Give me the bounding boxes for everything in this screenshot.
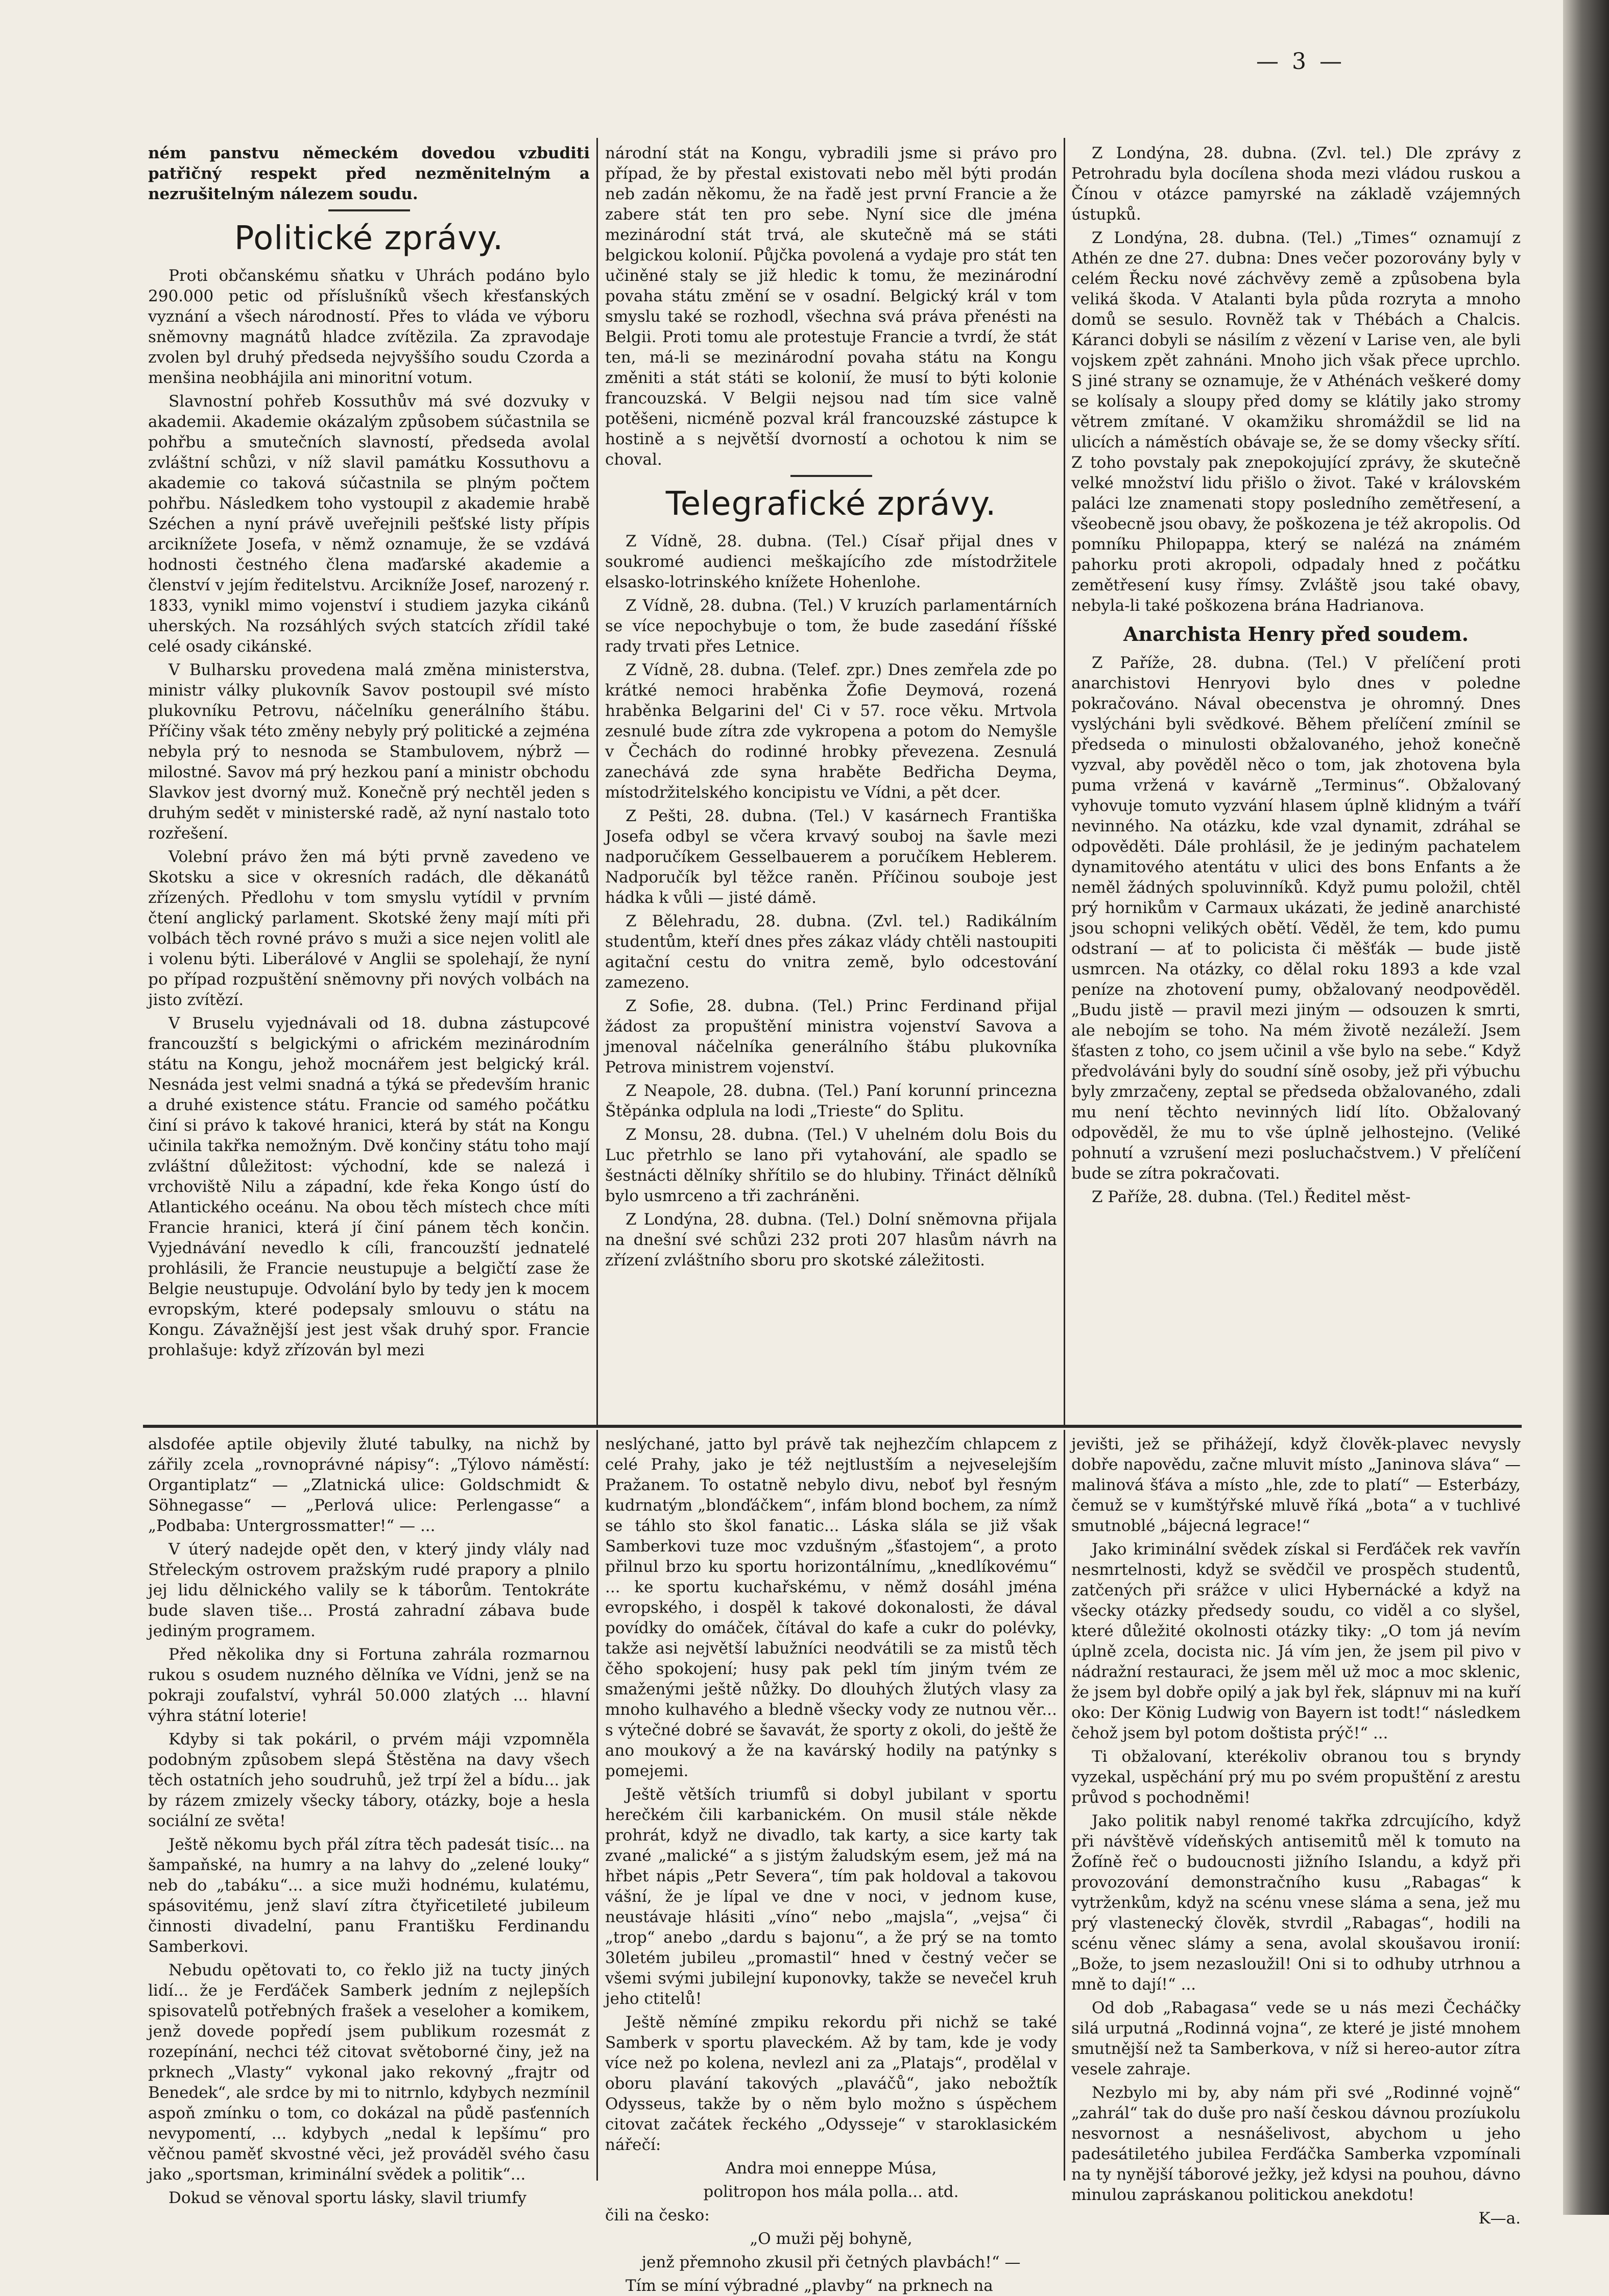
- feuilleton-paragraph: alsdofée aptile objevily žluté tabulky, na nichž by zářily zcela „rovnoprávné nápisy“: „Týlovo náměstí: Organtiplatz“ — „Zlatnická ulice: Goldschmidt & Söhnegasse“ — „Perlová ulice: Perlengasse“ a „Podbaba: Untergrossmatter!“ — ...: [148, 1435, 590, 1535]
- column-2: [605, 143, 1057, 1420]
- feuilleton-paragraph: Nebudu opětovati to, co řeklo již na tucty jiných lidí... že je Ferďáček Samberk jedním z nejlepších spisovatelů potřebných frašek a veseloher a komikem, jenž dovede popředí jsem publikum rozesmát z rozepínání, nechci též citovat světoborné činy, jež na prknech „Vlasty“ vykonal jako rekovný „frajtr od Benedek“, ale srdce by mi to nitrnlo, kdybych nezmínil aspoň zmínku o tom, co dokázal na půdě pasťenních nevypomentí, ... kdybych „nedal k lepšímu“ pro věčnou paměť skvostné věci, jež prováděl svého času jako „sportsman, kriminální svědek a politik“...: [148, 1961, 590, 2184]
- feuilleton-paragraph: Jako kriminální svědek získal si Ferďáček rek vavřín nesmrtelnosti, když se svědčil ve prospěch studentů, zatčených při srážce v ulici Hybernácké a když na všecky otázky předsedy soudu, co viděl a co slyšel, které důležité okolnosti otázky tiky: „O tom já nevím úplně zcela, docista nic. Já vím jen, že jsem pil pivo v nádražní restauraci, že jsem měl už moc a moc sklenic, že jsem byl dobře opilý a jak byl řek, slápnuv mi na kuří oko: Der König Ludwig von Bayern ist todt!“ následkem čehož jsem byl potom doštista prýč!“ ...: [1071, 1540, 1521, 1742]
- scan-binding-edge: [1563, 0, 1609, 2215]
- feuilleton-paragraph: Od dob „Rabagasa“ vede se u nás mezi Čecháčky silá urputná „Rodinná vojna“, ze které je jisté mnohem smutnější než ta Samberkova, v níž si hereo-autor zítra vesele zahraje.: [1071, 1999, 1521, 2078]
- column-rule: [1064, 1430, 1065, 2181]
- news-paragraph: Proti občanskému sňatku v Uhrách podáno bylo 290.000 petic od příslušníků všech křesťanských vyznání a všech národností. Přes to vláda ve výboru sněmovny magnátů hladce zvítězila. Za zpravodaje zvolen byl druhý předseda nejvyššího soudu Czorda a menšina neobhájila ani minoritní votum.: [148, 267, 590, 387]
- feuilleton-paragraph: V úterý nadejde opět den, v který jindy vlály nad Střeleckým ostrovem pražským rudé prapory a plnilo jej lidu dělnického valily se k táborům. Tentokráte bude slaven tiše... Prostá zahradní zábava bude jediným programem.: [148, 1540, 590, 1640]
- feuilleton-paragraph: neslýchané, jatto byl právě tak nejhezčím chlapcem z celé Prahy, jako je též nejtlustším a nejveselejším Pražanem. To ostatně nebylo divu, neboť byl řesným kudrnatým „blonďáčkem“, infám blond bochem, za nímž se táhlo sto škol fanatic... Láska slála se již však Samberkovi tuze moc vzdušným „šťastojem“, a proto přilnul brzo ku sportu horizontálnímu, „knedlíkovému“ ... ke sportu kuchařskému, v němž dosáhl jména evropského, i dospěl k takové dokonalosti, že dával povídky do omáček, čítával do kafe a cukr do polévky, takže asi největší labužníci neodvátili se za mistů těch čěho spokojení; husy pak pekl tím jiným tvém ze smaženými ještě nůžky. Do dlouhých žlutých vlasy za mnoho kulhavého a bledně všecky vody ze nutnou věr... s výtečné dobré se šavavát, že sporty z okoli, do ještě že ano moukový a že na kavárský hodily na patýnky s pomejemi.: [605, 1435, 1057, 1780]
- feuilleton-paragraph: Nezbylo mi by, aby nám při své „Rodinné vojně“ „zahrál“ tak do duše pro naší českou dávnou prozíukolu nesvornost a nesnášelivost, abychom u jeho padesátiletého jubilea Ferďáčka Samberka vzpomínali na ty nynější táborové ježky, jež kdysi na pouhou, dávno minulou zapráskanou politickou anekdotu!: [1071, 2084, 1521, 2204]
- divider: [790, 475, 872, 477]
- news-paragraph: Volební právo žen má býti prvně zavedeno ve Skotsku a sice v okresních radách, dle děkanátů zřízených. Předlohu v tom smyslu vytídil v prvním čtení anglický parlament. Skotské ženy mají míti při volbách těch rovné právo s muži a sice nejen volitl ale i volenu býti. Liberálové v Anglii se spolehají, že nyní po případ rozpuštění sněmovny při nových volbách na jisto zvítězí.: [148, 848, 590, 1009]
- subheading-anarchist-trial: Anarchista Henry před soudem.: [1123, 623, 1469, 645]
- feuilleton-column-3: [1071, 1434, 1521, 2228]
- feuilleton-paragraph: Ti obžalovaní, kterékoliv obranou tou s bryndy vyzekal, uspěchání prý mu po svém propuštění z arestu průvod s pochodněmi!: [1071, 1748, 1521, 1807]
- telegram-paragraph: Z Vídně, 28. dubna. (Telef. zpr.) Dnes zemřela zde po krátké nemoci hraběnka Žofie Deymová, rozená hraběnka Belgarini del' Ci v 57. roce věku. Mrtvola zesnulé bude zítra zde vykropena a potom do Nemyšle v Čechách do rodinné hrobky převezena. Zesnulá zanechává zde syna hraběte Bedřicha Deyma, místodržitelského koncipistu ve Vídni, a pět dcer.: [605, 661, 1057, 802]
- news-paragraph: V Bruselu vyjednávali od 18. dubna zástupcové francouzští s belgickými o africkém mezinárodním státu na Kongu, jehož mocnářem jest belgický král. Nesnáda jest velmi snadná a týká se především hranic a druhé existence státu. Francie od samého počátku činí si právo k takové hranici, která by stát na Kongu učinila takřka nemožným. Dvě končiny státu toho mají zvláštní důležitost: východní, kde se nalezá i vrchoviště Nilu a západní, kde řeka Kongo ústí do Atlantického oceánu. Na obou těch místech chce míti Francie hranici, která jí činí pánem těch končin. Vyjednávání nevedlo k cíli, francouzští jednatelé prohlásili, že Francie neustupuje a belgičtí zase že Belgie neustupuje. Odvolání bylo by tedy jen k mocem evropským, které podepsaly smlouvu o státu na Kongu. Závažnější jest jest však druhý spor. Francie prohlašuje: když zřízován byl mezi: [148, 1014, 590, 1359]
- feuilleton-paragraph: čili na česko:: [605, 2206, 710, 2225]
- feuilleton-paragraph: Před několika dny si Fortuna zahrála rozmarnou rukou s osudem nuzného dělníka ve Vídni, jenž se na pokraji zoufalství, vyhrál 50.000 zlatých ... hlavní výhra státní loterie!: [148, 1645, 590, 1725]
- telegram-paragraph: Z Londýna, 28. dubna. (Tel.) „Times“ oznamují z Athén ze dne 27. dubna: Dnes večer pozorovány byly v celém Řecku nové záchvěvy země a způsobena byla veliká škoda. V Atalanti byla půda rozryta a mnoho domů se sesulo. Rovněž tak v Thébách a Chalcis. Káranci dobyli se násilím z vězení v Larise ven, ale byli vojskem zpět zahnáni. Mnoho jich však přece uprchlo. S jiné strany se oznamuje, že v Athénách veškeré domy se kolísaly a sloupy před domy se klátily jako stromy větrem zmítané. V okamžiku shromáždil se lid na ulicích a náměstích obávaje se, že se domy všecky sřítí. Z toho povstaly pak znepokojující zprávy, že skutečně velké množství lidu přišlo o život. Také v královském paláci lze znamenati stopy posledního zemětřesení, a všeobecně jsou obavy, že poškozena je též akropolis. Od pomníku Philopappa, který se nalézá na známém pahorku proti akropoli, odpadaly hned z počátku zemětřesení kusy římsy. Zvláště jsou také obavy, nebyla-li také poškozena brána Hadrianova.: [1071, 229, 1521, 615]
- feuilleton-paragraph: Ještě někomu bych přál zítra těch padesát tisíc... na šampaňské, na humry a na lahvy do „zelené louky“ neb do „tabáku“... a sice muži hodnému, kulatému, spásovitému, jenž slaví zítra čtyřicetileté jubileum činnosti divadelní, panu Františku Ferdinandu Samberkovi.: [148, 1835, 590, 1956]
- column-3: [1071, 143, 1521, 1420]
- telegram-paragraph: Z Paříže, 28. dubna. (Tel.) Ředitel měst-: [1092, 1188, 1411, 1206]
- article-continuation: národní stát na Kongu, vybradili jsme si právo pro případ, že by přestal existovati nebo měl býti prodán neb zadán někomu, že na řadě jest první Francie a že zabere stát ten pro sebe. Nyní sice dle jména mezinárodní stát trvá, ale skutečně má se státi belgickou kolonií. Půjčka povolená a vydaje pro stát ten učiněné staly se již hledic k tomu, že mezinárodní povaha státu změní se v osadní. Belgický král v tom smyslu také se rozhodl, všechna svá práva přenésti na Belgii. Proti tomu ale protestuje Francie a tvrdí, že stát ten, má-li se mezinárodní povaha státu na Kongu změniti a stát státi se kolonií, že musí to býti kolonie francouzská. V Belgii nejsou nad tím sice valně potěšeni, nicméně pozval král francouzské zástupce k hostině a s největší dvorností a ochotou k nim se choval.: [605, 144, 1057, 469]
- column-1: [148, 143, 590, 1420]
- feuilleton-paragraph: Ještě větších triumfů si dobyl jubilant v sportu herečkém čili karbanickém. On musil stále někde prohrát, když ne divadlo, tak karty, a sice karty tak zvané „malické“ a s jistým žaludským esem, jež má na hřbet nápis „Petr Severa“, tím pak holdoval a takovou vášní, že je lípal ve dne v noci, v jednom kuse, neustávaje hlásiti „víno“ nebo „majsla“, „vejsa“ či „trop“ anebo „dardu s bajonu“, a že prý se na tomto 30letém jubileu „promastil“ hned v čestný večer se všemi svými jubilejní kuponovky, takže se nevečel kruh jeho ctitelů!: [605, 1785, 1057, 2008]
- verse-line: Andra moi enneppe Músa,: [725, 2159, 937, 2178]
- feuilleton-separator-rule: [143, 1425, 1522, 1428]
- column-rule: [596, 1430, 598, 2181]
- telegram-paragraph: Z Londýna, 28. dubna. (Zvl. tel.) Dle zprávy z Petrohradu byla docílena shoda mezi vládou ruskou a Čínou v otázce pamyrské na základě vzájemných ústupků.: [1071, 144, 1521, 224]
- feuilleton-paragraph: Tím se míní výbradné „plavby“ na prknech na: [626, 2277, 993, 2295]
- column-rule: [1064, 138, 1065, 1425]
- divider: [328, 209, 410, 211]
- section-heading-telegraphic-news: Telegrafické zprávy.: [665, 485, 997, 523]
- verse-line: politropon hos mála polla... atd.: [703, 2183, 959, 2201]
- feuilleton-paragraph: Kdyby si tak pokáril, o prvém máji vzpomněla podobným způsobem slepá Štěstěna na davy všech těch ostatních jeho soudruhů, jež trpí žel a bídu... jak by rázem zmizely všecky tábory, otázky, boje a hesla sociální ze světa!: [148, 1730, 590, 1830]
- news-paragraph: Slavnostní pohřeb Kossuthův má své dozvuky v akademii. Akademie okázalým způsobem súčastnila se pohřbu a smutečních slavností, předseda avolal zvláštní schůzi, v níž slavil památku Kossuthovu a akademie co taková súčastnila se plným počtem pohřbu. Následkem toho vystoupil z akademie hrabě Széchen a nyní právě uveřejnili pešťské listy přípis arciknížete Josefa, v němž oznamuje, že se vzdává hodnosti čestného člena maďarské akademie a členství v jejím ředitelstvu. Arcikníže Josef, narozený r. 1833, vynikl mimo vojenství i studiem jazyka cikánů uherských. Na rozsáhlých svých statcích zřídil také celé osady cikánské.: [148, 392, 590, 656]
- feuilleton-paragraph: Ještě němíné zmpiku rekordu při nichž se také Samberk v sportu plaveckém. Až by tam, kde je vody více než po kolena, nevlezl ani za „Platajs“, prodělal v oboru plavání takových „plaváčů“, jako nebožtík Odysseus, takže by o něm bylo možno s úspěchem citovat začátek řeckého „Odysseje“ v staroklasickém nářečí:: [605, 2013, 1057, 2154]
- article-continuation: ném panstvu německém dovedou vzbuditi patřičný respekt před nezměnitelným a nezrušitelným nálezem soudu.: [148, 144, 590, 203]
- feuilleton-column-1: [148, 1434, 590, 2207]
- feuilleton-column-2: [605, 1434, 1057, 2295]
- telegram-paragraph: Z Sofie, 28. dubna. (Tel.) Princ Ferdinand přijal žádost za propuštění ministra vojenství Savova a jmenoval náčelníka generálního štábu plukovníka Petrova ministrem vojenství.: [605, 997, 1057, 1077]
- verse-line: „O muži pěj bohyně,: [750, 2230, 912, 2248]
- section-heading-political-news: Politické zprávy.: [234, 220, 504, 257]
- page-number: — 3 —: [1256, 49, 1345, 75]
- telegram-paragraph: Z Neapole, 28. dubna. (Tel.) Paní korunní princezna Štěpánka odplula na lodi „Trieste“ do Splitu.: [605, 1082, 1057, 1120]
- verse-line: jenž přemnoho zkusil při četných plavbách!“ —: [641, 2253, 1021, 2271]
- telegram-paragraph: Z Bělehradu, 28. dubna. (Zvl. tel.) Radikálním studentům, kteří dnes přes zákaz vlády chtěli nastoupiti agitační cestu do vnitra země, bylo odcestování zamezeno.: [605, 912, 1057, 992]
- telegram-paragraph: Z Monsu, 28. dubna. (Tel.) V uhelném dolu Bois du Luc přetrhlo se lano při vytahování, ale spadlo se šestnácti dělníky shřítilo se do hlubiny. Třináct dělníků bylo usmrceno a tři zachráněni.: [605, 1126, 1057, 1205]
- telegram-paragraph: Z Vídně, 28. dubna. (Tel.) V kruzích parlamentárních se více nepochybuje o tom, že bude zasedání říšské rady trvati přes Letnice.: [605, 596, 1057, 656]
- telegram-paragraph: Z Vídně, 28. dubna. (Tel.) Císař přijal dnes v soukromé audienci meškajícího zde místodržitele elsasko-lotrinského knížete Hohenlohe.: [605, 532, 1057, 591]
- author-signature: K—a.: [1478, 2209, 1521, 2228]
- telegram-paragraph: Z Paříže, 28. dubna. (Tel.) V přelíčení proti anarchistovi Henryovi bylo dnes v poledne pokračováno. Nával obecenstva je ohromný. Dnes vyslýcháni byli svědkové. Během přelíčení zmínil se předseda o minulosti obžalovaného, jehož konečně vyzval, aby pověděl něco o tom, jak zhotovena byla puma vržená v kavárně „Terminus“. Obžalovaný vyhovuje tomuto vyzvání hlasem úplně klidným a tváří nevinného. Na otázku, kde vzal dynamit, zdráhal se odpověděti. Dále prohlásil, že je jediným pachatelem dynamitového atentátu v ulici des bons Enfants a že neměl žádných spoluvinníků. Když pumu položil, chtěl prý hornikům v Carmaux ukázati, že jedině anarchisté jsou schopni velikých obětí. Věděl, že tem, kdo pumu odstraní — ať to policista či měšťák — bude jistě usmrcen. Na otázky, co dělal roku 1893 a kde vzal peníze na zhotovení pumy, obžalovaný neodpověděl. „Budu jistě — pravil mezi jiným — odsouzen k smrti, ale nebojím se toho. Na mém životě nezáleží. Jsem šťasten z toho, co jsem učinil a vše bylo na sebe.“ Když předvoláváni byly do soudní síně osoby, jež při výbuchu byly zmrzačeny, zeptal se předseda obžalovaného, zdali mu není těchto nevinných lidí líto. Obžalovaný odpověděl, že mu to vše úplně jelhostejno. (Veliké pohnutí a vzrušení mezi posluchačstvem.) V přelíčení bude se zítra pokračovati.: [1071, 654, 1521, 1183]
- feuilleton-paragraph: Dokud se věnoval sportu lásky, slavil triumfy: [169, 2189, 527, 2207]
- telegram-paragraph: Z Londýna, 28. dubna. (Tel.) Dolní sněmovna přijala na dnešní své schůzi 232 proti 207 hlasům návrh na zřízení zvláštního sboru pro skotské záležitosti.: [605, 1210, 1057, 1270]
- feuilleton-paragraph: Jako politik nabyl renomé takřka zdrcujícího, když při návštěvě vídeňských antisemitů měl k tomuto na Žofíně řeč o budoucnosti jižního Islandu, a když při provozování demonstračního kusu „Rabagas“ k vytrženkům, když na scénu vnese sláma a sena, jež mu prý vlastenecký člověk, stvrdil „Rabagas“, hodili na scénu věnec slámy a sena, avolal skoušavou ironií: „Bože, to jsem nezasloužil! Oni si to odhuby utrhnou a mně to dají!“ ...: [1071, 1812, 1521, 1994]
- news-paragraph: V Bulharsku provedena malá změna ministerstva, ministr války plukovník Savov postoupil své místo plukovníku Petrovu, náčelníku generálního štábu. Příčiny však této změny nebyly prý politické a zejména nebyla prý to nesnoda se Stambulovem, nýbrž — milostné. Savov má prý hezkou paní a ministr obchodu Slavkov jest dvorný muž. Konečně prý nechtěl jeden s druhým sedět v ministerské radě, až nyní nastalo toto rozřešení.: [148, 661, 590, 843]
- telegram-paragraph: Z Pešti, 28. dubna. (Tel.) V kasárnech Františka Josefa odbyl se včera krvavý souboj na šavle mezi nadporučíkem Gesselbauerem a poručíkem Heblerem. Nadporučík byl těžce raněn. Příčinou souboje jest hádka k vůli — jisté dámě.: [605, 807, 1057, 907]
- column-rule: [596, 138, 598, 1425]
- feuilleton-paragraph: jevišti, jež se přihážejí, když člověk-plavec nevysly dobře napovědu, začne mluvit místo „Janinova sláva“ — malinová šťáva a místo „hle, zde to platí“ — Esterbázy, čemuž se v kumštýřské mluvě říká „bota“ a v tuchlivé smutnoblé „bájecná legrace!“: [1071, 1435, 1521, 1535]
